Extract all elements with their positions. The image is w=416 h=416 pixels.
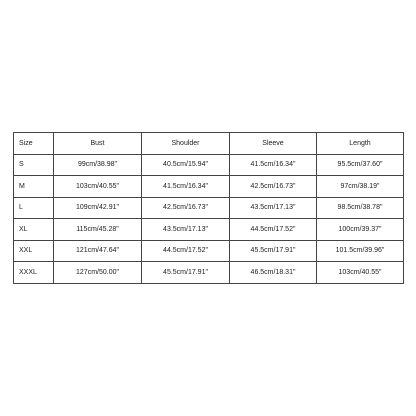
length-cell: 100cm/39.37" xyxy=(317,219,404,241)
header-bust: Bust xyxy=(54,133,142,155)
sleeve-cell: 46.5cm/18.31" xyxy=(230,262,317,284)
shoulder-cell: 40.5cm/15.94" xyxy=(142,154,230,176)
size-cell: XXL xyxy=(14,240,54,262)
shoulder-cell: 41.5cm/16.34" xyxy=(142,176,230,198)
sleeve-cell: 42.5cm/16.73" xyxy=(230,176,317,198)
header-shoulder: Shoulder xyxy=(142,133,230,155)
size-chart-table xyxy=(13,132,404,284)
shoulder-cell: 45.5cm/17.91" xyxy=(142,262,230,284)
header-length: Length xyxy=(317,133,404,155)
table-row xyxy=(14,262,404,284)
bust-cell: 109cm/42.91" xyxy=(54,197,142,219)
bust-cell: 103cm/40.55" xyxy=(54,176,142,198)
shoulder-cell: 44.5cm/17.52" xyxy=(142,240,230,262)
length-cell: 101.5cm/39.96" xyxy=(317,240,404,262)
bust-cell: 99cm/38.98" xyxy=(54,154,142,176)
length-cell: 103cm/40.55" xyxy=(317,262,404,284)
size-chart xyxy=(13,132,404,284)
size-cell: S xyxy=(14,154,54,176)
size-cell: XXXL xyxy=(14,262,54,284)
header-sleeve: Sleeve xyxy=(230,133,317,155)
header-size: Size xyxy=(14,133,54,155)
sleeve-cell: 41.5cm/16.34" xyxy=(230,154,317,176)
bust-cell: 121cm/47.64" xyxy=(54,240,142,262)
bust-cell: 127cm/50.00" xyxy=(54,262,142,284)
table-row xyxy=(14,197,404,219)
header-row xyxy=(14,133,404,155)
table-row xyxy=(14,176,404,198)
sleeve-cell: 45.5cm/17.91" xyxy=(230,240,317,262)
bust-cell: 115cm/45.28" xyxy=(54,219,142,241)
table-row xyxy=(14,154,404,176)
table-row xyxy=(14,219,404,241)
size-cell: L xyxy=(14,197,54,219)
sleeve-cell: 43.5cm/17.13" xyxy=(230,197,317,219)
size-cell: XL xyxy=(14,219,54,241)
length-cell: 98.5cm/38.78" xyxy=(317,197,404,219)
sleeve-cell: 44.5cm/17.52" xyxy=(230,219,317,241)
size-cell: M xyxy=(14,176,54,198)
length-cell: 97cm/38.19" xyxy=(317,176,404,198)
table-row xyxy=(14,240,404,262)
length-cell: 95.5cm/37.60" xyxy=(317,154,404,176)
shoulder-cell: 43.5cm/17.13" xyxy=(142,219,230,241)
shoulder-cell: 42.5cm/16.73" xyxy=(142,197,230,219)
